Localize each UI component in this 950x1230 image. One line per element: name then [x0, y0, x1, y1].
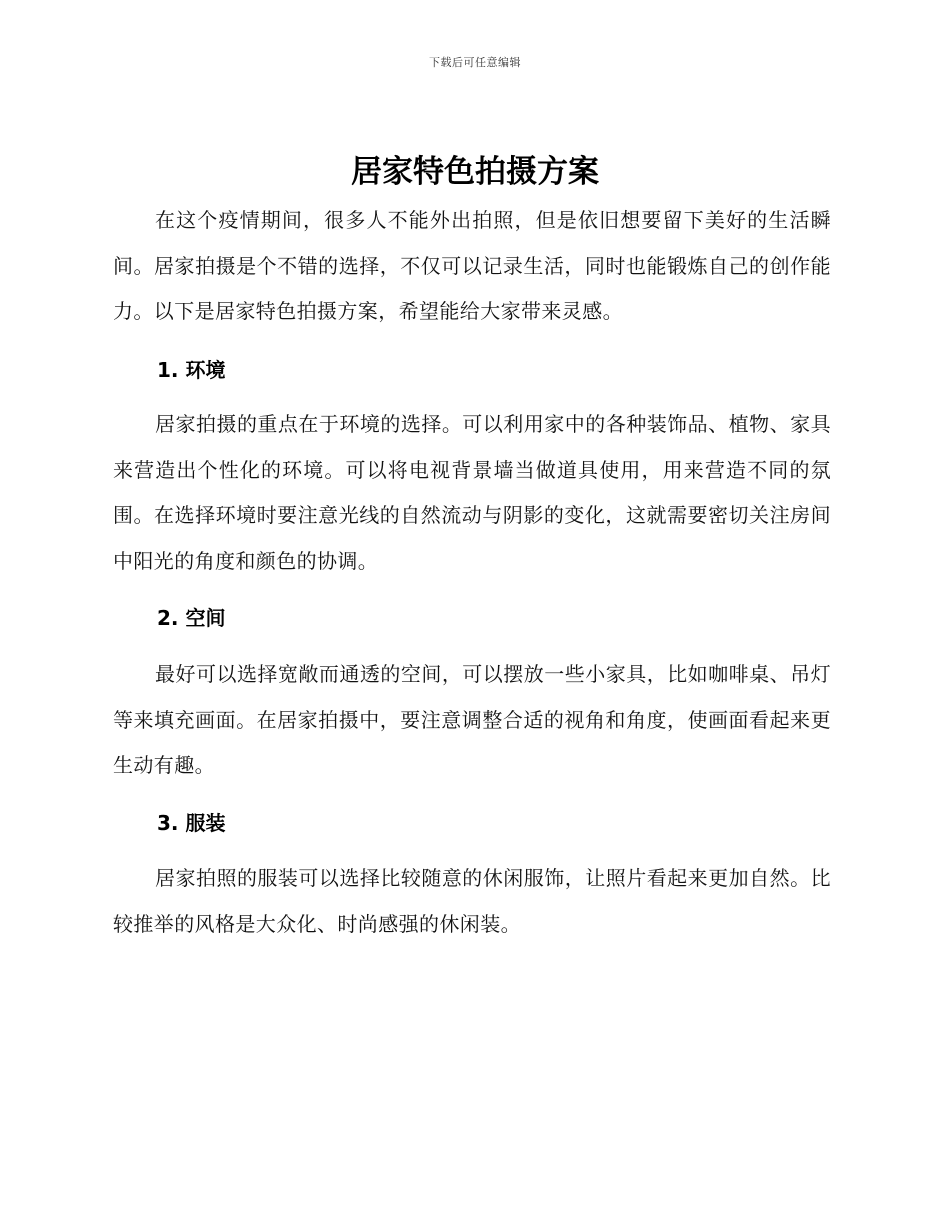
section-paragraph-clothing: 居家拍照的服装可以选择比较随意的休闲服饰，让照片看起来更加自然。比较推举的风格是大众化、时尚感强的休闲装。 [113, 866, 831, 936]
section-heading-clothing: 3. 服装 [157, 811, 226, 835]
section-paragraph-space: 最好可以选择宽敞而通透的空间，可以摆放一些小家具，比如咖啡桌、吊灯等来填充画面。在居家拍摄中，要注意调整合适的视角和角度，使画面看起来更生动有趣。 [113, 662, 831, 777]
section-heading-space: 2. 空间 [157, 606, 226, 630]
intro-paragraph: 在这个疫情期间，很多人不能外出拍照，但是依旧想要留下美好的生活瞬间。居家拍摄是个不错的选择，不仅可以记录生活，同时也能锻炼自己的创作能力。以下是居家特色拍摄方案，希望能给大家带来灵感。 [113, 208, 831, 323]
section-paragraph-environment: 居家拍摄的重点在于环境的选择。可以利用家中的各种装饰品、植物、家具来营造出个性化的环境。可以将电视背景墙当做道具使用，用来营造不同的氛围。在选择环境时要注意光线的自然流动与阴影的变化，这就需要密切关注房间中阳光的角度和颜色的协调。 [113, 412, 831, 573]
section-heading-environment: 1. 环境 [157, 358, 226, 382]
document-title: 居家特色拍摄方案 [351, 154, 599, 190]
header-note: 下载后可任意编辑 [429, 56, 521, 69]
